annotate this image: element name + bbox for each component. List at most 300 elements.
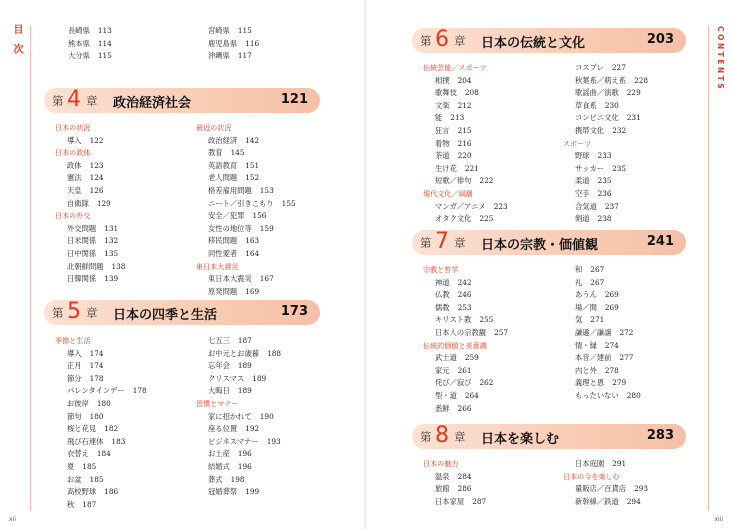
entry-title: 悉鮮 (435, 403, 450, 413)
entry-page: 174 (89, 348, 104, 358)
entry-title: 日韓関係 (67, 274, 97, 284)
toc-entry[interactable] (423, 483, 486, 496)
entry-page: 257 (494, 327, 509, 337)
entry-page: 132 (104, 236, 119, 246)
entry-page: 196 (237, 461, 252, 471)
entry-page: 215 (457, 125, 472, 135)
entry-title: 衣替え (67, 449, 89, 459)
entry-page: 131 (104, 223, 119, 233)
entry-title: 旅館 (435, 484, 450, 494)
toc-entry[interactable] (563, 188, 648, 201)
entry-page: 151 (245, 160, 260, 170)
chapter-page: 241 (646, 234, 674, 249)
entry-page: 187 (237, 336, 252, 345)
toc-entry[interactable] (55, 348, 147, 361)
toc-entry[interactable] (563, 75, 648, 88)
chapter-title: 日本を楽しむ (481, 432, 560, 447)
toc-entry[interactable] (563, 340, 641, 353)
toc-entry[interactable] (563, 496, 648, 509)
category-heading: 日本の外交 (55, 211, 91, 221)
toc-entry[interactable] (423, 175, 508, 188)
toc-entry[interactable] (423, 390, 508, 403)
entry-page: 123 (89, 160, 104, 170)
toc-entry[interactable] (55, 273, 125, 286)
category-heading: 東日本大震災 (196, 261, 239, 271)
toc-entry[interactable] (56, 25, 112, 38)
toc-entry[interactable] (196, 411, 281, 424)
entry-page: 267 (590, 265, 605, 274)
entry-page: 246 (457, 290, 472, 300)
toc-entry[interactable] (563, 201, 648, 214)
entry-page: 236 (597, 188, 612, 198)
entry-title: お盆 (67, 474, 82, 484)
toc-entry[interactable] (196, 474, 281, 487)
toc-entry[interactable] (55, 436, 147, 449)
entry-title: 憲法 (67, 173, 82, 183)
chapter-8-banner[interactable] (412, 424, 686, 449)
toc-entry[interactable] (196, 360, 281, 373)
toc-entry[interactable] (196, 248, 296, 261)
toc-entry[interactable] (196, 348, 281, 361)
entry-page: 222 (479, 176, 494, 186)
entry-title: もったいない (575, 390, 619, 400)
entry-title: 宮崎県 (208, 26, 230, 35)
entry-title: あうん (575, 290, 597, 300)
entry-page: 267 (590, 277, 605, 287)
entry-title: ビジネスマナー (208, 436, 259, 446)
category-heading: スポーツ (563, 138, 592, 148)
top-list-a (56, 25, 112, 63)
entry-title: 同性愛者 (208, 248, 238, 258)
toc-entry[interactable] (56, 50, 112, 63)
toc-entry[interactable] (196, 223, 296, 236)
entry-title: コスプレ (575, 63, 604, 72)
toc-entry[interactable] (563, 100, 648, 113)
chapter-dai: 第 (52, 94, 64, 108)
toc-entry[interactable] (196, 385, 281, 398)
entry-page: 189 (237, 361, 252, 371)
chapter-title: 日本の四季と生活 (113, 308, 218, 323)
toc-entry[interactable] (423, 213, 508, 226)
entry-page: 189 (252, 373, 267, 383)
toc-entry[interactable] (196, 147, 296, 160)
entry-page: 221 (464, 163, 479, 173)
category-heading: 現代文化／風潮 (423, 188, 473, 198)
chapter-number: 8 (435, 423, 449, 448)
toc-entry[interactable] (55, 398, 147, 411)
entry-title: 沖縄県 (208, 51, 230, 61)
toc-entry[interactable] (423, 471, 486, 484)
entry-title: 天皇 (67, 185, 82, 195)
entry-page: 114 (97, 38, 112, 48)
toc-entry[interactable] (423, 403, 508, 416)
entry-page: 122 (89, 135, 104, 145)
entry-title: 武士道 (435, 353, 457, 363)
chapter-8-list-a (423, 458, 486, 508)
entry-page: 135 (104, 248, 119, 258)
chapter-title: 日本の宗教・価値観 (481, 238, 599, 253)
entry-title: 桜と花見 (67, 424, 97, 434)
category-heading: 伝統芸能／スポーツ (423, 63, 487, 72)
toc-entry[interactable] (55, 198, 125, 211)
entry-page: 153 (259, 185, 274, 195)
entry-title: 気 (575, 315, 583, 325)
entry-title: 能 (435, 113, 443, 123)
category-heading: 日本の政体 (55, 148, 91, 158)
entry-title: 情・縁 (575, 340, 597, 350)
entry-title: 場／間 (575, 302, 597, 312)
entry-page: 192 (245, 424, 260, 434)
entry-page: 223 (493, 201, 508, 211)
category-heading: 宗教と哲学 (423, 265, 459, 274)
toc-entry[interactable] (55, 160, 125, 173)
entry-page: 213 (450, 113, 465, 123)
entry-page: 280 (626, 390, 641, 400)
toc-entry[interactable] (563, 365, 641, 378)
entry-page: 232 (612, 125, 627, 135)
right-page (367, 0, 732, 529)
toc-entry[interactable] (196, 335, 281, 348)
entry-page: 227 (611, 63, 626, 72)
chapter-title: 政治経済社会 (113, 96, 192, 111)
entry-title: 北朝鮮問題 (67, 261, 104, 271)
toc-entry[interactable] (423, 138, 508, 151)
entry-title: 結婚式 (208, 461, 230, 471)
toc-entry[interactable] (55, 486, 147, 499)
toc-entry[interactable] (423, 112, 508, 125)
entry-page: 187 (82, 499, 97, 509)
toc-entry[interactable] (196, 461, 281, 474)
toc-entry[interactable] (563, 483, 648, 496)
entry-title: 東日本大震災 (208, 274, 252, 284)
entry-title: お彼岸 (67, 398, 89, 408)
toc-entry[interactable] (423, 163, 508, 176)
entry-page: 231 (626, 113, 641, 123)
toc-entry[interactable] (196, 210, 296, 223)
toc-entry[interactable] (196, 160, 296, 173)
toc-entry[interactable] (563, 175, 648, 188)
toc-entry[interactable] (423, 496, 486, 509)
entry-title: ニート／引きこもり (208, 198, 274, 208)
entry-page: 198 (230, 474, 245, 484)
entry-title: 短歌／俳句 (435, 176, 472, 186)
toc-entry[interactable] (196, 373, 281, 386)
chapter-4-list-b (196, 122, 296, 298)
toc-entry[interactable] (563, 352, 641, 365)
toc-entry[interactable] (423, 327, 508, 340)
toc-entry[interactable] (563, 277, 641, 290)
toc-entry[interactable] (196, 25, 259, 38)
toc-entry[interactable] (55, 385, 147, 398)
entry-title: 政体 (67, 160, 82, 170)
entry-page: 139 (104, 274, 119, 284)
entry-title: 神道 (435, 277, 450, 287)
entry-page: 274 (604, 340, 619, 350)
toc-entry[interactable] (423, 277, 508, 290)
entry-page: 204 (457, 75, 472, 85)
entry-title: 座る位置 (208, 424, 238, 434)
chapter-number: 7 (435, 229, 449, 254)
entry-page: 272 (619, 327, 634, 337)
toc-entry[interactable] (55, 448, 147, 461)
entry-title: 合気道 (575, 201, 597, 211)
entry-title: 教育 (208, 148, 223, 158)
entry-title: 量販店／百貨店 (575, 484, 627, 494)
entry-page: 152 (245, 173, 260, 183)
entry-page: 255 (479, 315, 494, 325)
toc-entry[interactable] (55, 474, 147, 487)
entry-page: 196 (237, 449, 252, 459)
chapter-number: 4 (67, 87, 81, 112)
entry-page: 182 (104, 424, 119, 434)
entry-page: 189 (237, 386, 252, 396)
entry-title: 原発問題 (208, 286, 238, 296)
toc-entry[interactable] (55, 360, 147, 373)
entry-title: 型・道 (435, 390, 457, 400)
entry-title: バレンタインデー (67, 386, 125, 396)
toc-entry[interactable] (423, 201, 508, 214)
toc-entry[interactable] (55, 373, 147, 386)
entry-title: 日本家屋 (435, 496, 465, 506)
toc-entry[interactable] (55, 411, 147, 424)
entry-title: 和 (575, 265, 583, 274)
toc-entry[interactable] (563, 150, 648, 163)
toc-entry[interactable] (196, 273, 296, 286)
entry-title: 本音／建前 (575, 353, 612, 363)
toc-entry[interactable] (563, 125, 648, 138)
chapter-6-list-b (563, 62, 648, 226)
entry-title: 夏 (67, 461, 75, 471)
entry-title: 茶道 (435, 151, 450, 161)
entry-page: 293 (634, 484, 649, 494)
side-label-mokuji: 目 次 (11, 24, 22, 57)
toc-entry[interactable] (423, 87, 508, 100)
toc-entry[interactable] (196, 135, 296, 148)
entry-page: 115 (97, 51, 112, 61)
entry-page: 163 (245, 236, 260, 246)
toc-entry[interactable] (196, 172, 296, 185)
toc-entry[interactable] (196, 50, 259, 63)
entry-title: 安全／犯罪 (208, 211, 245, 221)
entry-title: 相撲 (435, 75, 450, 85)
entry-title: キリスト教 (435, 315, 472, 325)
toc-entry[interactable] (563, 264, 641, 277)
toc-entry[interactable] (563, 314, 641, 327)
entry-page: 294 (626, 496, 641, 506)
entry-page: 286 (457, 484, 472, 494)
entry-title: 剣道 (575, 214, 590, 224)
chapter-sho: 章 (86, 306, 98, 320)
toc-entry[interactable] (423, 125, 508, 138)
toc-entry[interactable] (563, 87, 648, 100)
chapter-5-banner[interactable] (44, 300, 320, 325)
entry-page: 266 (457, 403, 472, 413)
entry-page: 138 (111, 261, 126, 271)
toc-entry[interactable] (423, 377, 508, 390)
entry-title: クリスマス (208, 373, 245, 383)
entry-page: 193 (266, 436, 281, 446)
entry-title: サッカー (575, 163, 605, 173)
entry-title: 移民問題 (208, 236, 238, 246)
toc-entry[interactable] (196, 286, 296, 299)
toc-entry[interactable] (563, 327, 641, 340)
entry-title: 家元 (435, 365, 450, 375)
toc-entry[interactable] (563, 390, 641, 403)
entry-title: 義理と恩 (575, 378, 605, 388)
entry-page: 116 (245, 38, 260, 48)
category-heading: 日本の今を楽しむ (563, 471, 620, 481)
entry-title: 忘年会 (208, 361, 230, 371)
entry-title: 葬式 (208, 474, 223, 484)
toc-entry[interactable] (563, 302, 641, 315)
top-list-b (196, 25, 259, 63)
entry-page: 225 (479, 214, 494, 224)
chapter-5-list-b (196, 335, 281, 499)
category-heading: 日本の魅力 (423, 459, 459, 468)
toc-entry[interactable] (196, 423, 281, 436)
toc-entry[interactable] (196, 436, 281, 449)
toc-entry[interactable] (55, 235, 125, 248)
chapter-4-banner[interactable] (44, 88, 320, 113)
entry-page: 229 (626, 88, 641, 98)
toc-entry[interactable] (563, 112, 648, 125)
toc-entry[interactable] (55, 248, 125, 261)
entry-title: マンガ／アニメ (435, 201, 486, 211)
chapter-number: 5 (67, 299, 81, 324)
toc-entry[interactable] (55, 135, 125, 148)
entry-page: 237 (604, 201, 619, 211)
entry-page: 117 (237, 51, 252, 61)
entry-title: 空手 (575, 188, 590, 198)
entry-title: 正月 (67, 361, 82, 371)
toc-entry[interactable] (423, 302, 508, 315)
category-heading: 最近の状況 (196, 123, 232, 132)
toc-entry[interactable] (423, 150, 508, 163)
entry-page: 269 (604, 302, 619, 312)
toc-entry[interactable] (563, 163, 648, 176)
toc-entry[interactable] (563, 377, 641, 390)
entry-title: 大晦日 (208, 386, 230, 396)
chapter-dai: 第 (420, 236, 432, 250)
entry-title: 文楽 (435, 100, 450, 110)
toc-entry[interactable] (196, 185, 296, 198)
toc-entry[interactable] (55, 499, 147, 512)
entry-title: 着物 (435, 138, 450, 148)
entry-page: 235 (597, 176, 612, 186)
entry-title: 自衛隊 (67, 198, 89, 208)
toc-entry[interactable] (423, 75, 508, 88)
entry-page: 235 (612, 163, 626, 173)
entry-title: 日本人の宗教観 (435, 327, 487, 337)
toc-entry[interactable] (196, 235, 296, 248)
entry-title: 日本庭園 (575, 459, 605, 468)
entry-title: 七五三 (208, 336, 230, 345)
chapter-page: 121 (280, 92, 308, 107)
entry-page: 124 (89, 173, 104, 183)
toc-entry[interactable] (423, 100, 508, 113)
toc-entry[interactable] (55, 423, 147, 436)
entry-title: 狂言 (435, 125, 450, 135)
entry-page: 186 (104, 487, 119, 497)
entry-title: 秋 (67, 499, 75, 509)
entry-page: 155 (281, 198, 296, 208)
toc-entry[interactable] (55, 172, 125, 185)
chapter-number: 6 (435, 27, 449, 52)
toc-entry[interactable] (563, 458, 648, 471)
toc-entry[interactable] (55, 223, 125, 236)
toc-entry[interactable] (423, 289, 508, 302)
entry-title: 内と外 (575, 365, 597, 375)
entry-page: 284 (457, 471, 472, 481)
category-heading: 習慣とマナー (196, 398, 239, 408)
chapter-page: 203 (646, 32, 674, 47)
toc-entry[interactable] (563, 213, 648, 226)
chapter-dai: 第 (420, 430, 432, 444)
chapter-sho: 章 (86, 94, 98, 108)
chapter-7-banner[interactable] (412, 230, 686, 255)
toc-entry[interactable] (563, 62, 648, 75)
entry-page: 228 (634, 75, 649, 85)
entry-title: 野球 (575, 151, 590, 161)
entry-page: 220 (457, 151, 472, 161)
entry-title: 草食系 (575, 100, 597, 110)
entry-title: 家に招かれて (208, 411, 252, 421)
toc-entry[interactable] (196, 448, 281, 461)
toc-entry[interactable] (55, 461, 147, 474)
chapter-sho: 章 (454, 430, 466, 444)
entry-page: 230 (604, 100, 619, 110)
toc-entry[interactable] (55, 261, 125, 274)
chapter-dai: 第 (420, 34, 432, 48)
entry-title: 節分 (67, 373, 82, 383)
entry-page: 159 (259, 223, 274, 233)
toc-entry[interactable] (56, 38, 112, 51)
entry-page: 271 (590, 315, 605, 325)
toc-entry[interactable] (196, 38, 259, 51)
entry-page: 185 (82, 461, 97, 471)
chapter-6-banner[interactable] (412, 28, 686, 53)
entry-page: 216 (457, 138, 472, 148)
entry-title: 長崎県 (68, 26, 90, 35)
chapter-sho: 章 (454, 34, 466, 48)
entry-title: お土産 (208, 449, 230, 459)
entry-page: 167 (259, 274, 274, 284)
entry-page: 233 (597, 151, 612, 161)
entry-page: 178 (89, 373, 104, 383)
entry-title: 飛び石連休 (67, 436, 104, 446)
page-number: xii (9, 516, 16, 523)
page-number: xiii (714, 516, 723, 523)
entry-page: 183 (111, 436, 126, 446)
category-heading: 日本の状況 (55, 123, 91, 132)
entry-page: 115 (237, 26, 252, 35)
toc-entry[interactable] (423, 314, 508, 327)
toc-entry[interactable] (563, 289, 641, 302)
toc-entry[interactable] (196, 198, 296, 211)
toc-entry[interactable] (423, 352, 508, 365)
toc-entry[interactable] (196, 486, 281, 499)
toc-entry[interactable] (55, 185, 125, 198)
left-page (0, 0, 365, 529)
chapter-sho: 章 (454, 236, 466, 250)
chapter-7-list-a (423, 264, 508, 415)
entry-title: 柔道 (575, 176, 590, 186)
entry-page: 199 (245, 487, 260, 497)
chapter-page: 173 (280, 304, 308, 319)
toc-entry[interactable] (423, 365, 508, 378)
entry-page: 208 (464, 88, 479, 98)
entry-page: 178 (132, 386, 147, 396)
